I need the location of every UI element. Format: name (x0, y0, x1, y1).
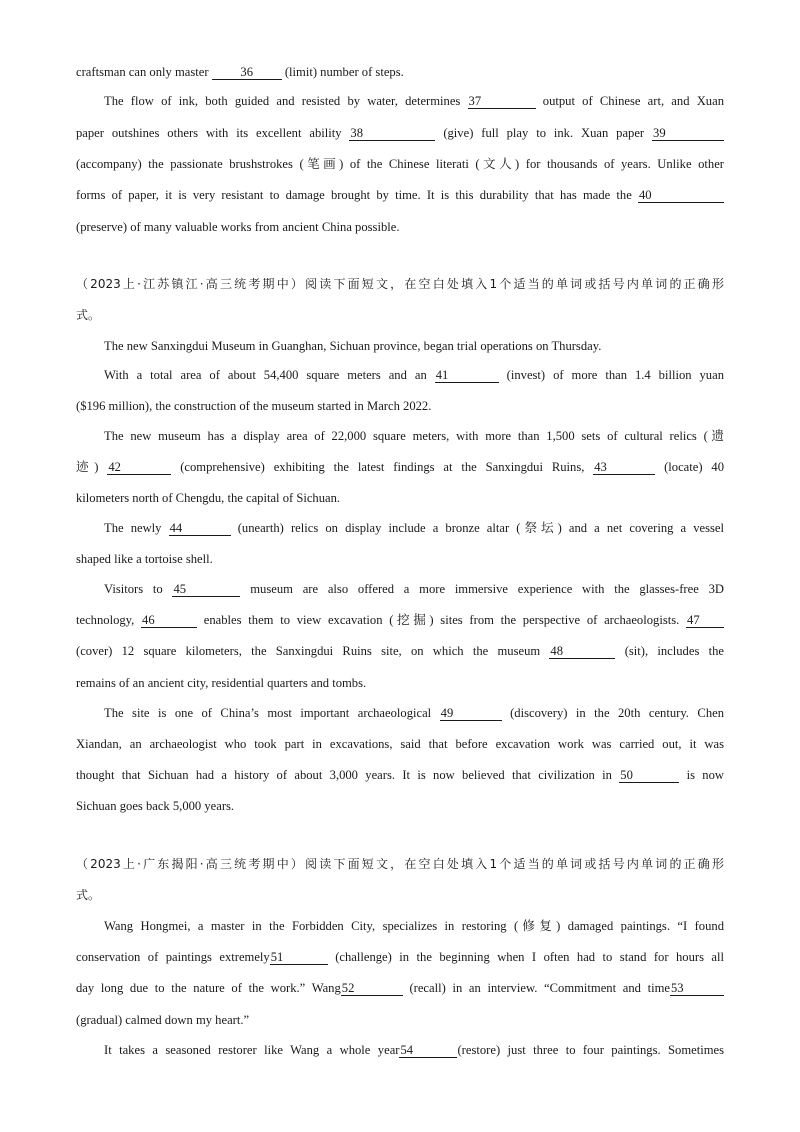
text-line: Wang Hongmei, a master in the Forbidden City, specializes in restoring (修复) damaged paintings. “I found (104, 919, 724, 933)
text-run: day long due to the nature of the work.” Wang (76, 981, 341, 995)
text-run: With a total area of about 54,400 square meters and an (104, 368, 435, 382)
text-line (76, 767, 724, 783)
blank-42: 42 (107, 461, 171, 475)
text-line (76, 64, 724, 80)
text-line: The new museum has a display area of 22,000 square meters, with more than 1,500 sets of cultural relics (遗 (104, 429, 724, 443)
blank-37: 37 (468, 95, 536, 109)
text-run: (preserve) of many valuable works from ancient China possible. (76, 220, 400, 234)
text-line (76, 612, 724, 628)
text-line (76, 980, 724, 996)
text-run: The newly (104, 521, 169, 535)
text-run: (give) full play to ink. Xuan paper (443, 126, 653, 140)
blank-47: 47 (686, 614, 724, 628)
text-line: The new Sanxingdui Museum in Guanghan, Sichuan province, began trial operations on Thursday. (104, 339, 602, 353)
text-line (76, 949, 724, 965)
text-line (104, 367, 724, 383)
section-instruction: 式。 (76, 308, 101, 322)
blank-41: 41 (435, 369, 499, 383)
text-run: conservation of paintings extremely (76, 950, 270, 964)
text-line (76, 156, 724, 172)
text-run: (locate) 40 (664, 460, 724, 474)
text-line: Sichuan goes back 5,000 years. (76, 799, 235, 813)
text-line (76, 219, 724, 235)
text-line (104, 520, 724, 536)
text-run: (sit), includes the (624, 644, 724, 658)
text-line: (gradual) calmed down my heart.” (76, 1013, 250, 1027)
text-run: thought that Sichuan had a history of about 3,000 years. It is now believed that civilization in (76, 768, 620, 782)
text-run: museum are also offered a more immersive experience with the glasses-free 3D (250, 582, 724, 596)
text-run: (challenge) in the beginning when I often had to stand for hours all (335, 950, 725, 964)
text-run: craftsman can only master (76, 65, 212, 79)
text-run: (invest) of more than 1.4 billion yuan (506, 368, 724, 382)
text-run: is now (686, 768, 724, 782)
text-run: Visitors to (104, 582, 173, 596)
blank-45: 45 (172, 583, 240, 597)
text-line: remains of an ancient city, residential quarters and tombs. (76, 676, 367, 690)
text-line (104, 581, 724, 597)
text-line (104, 93, 724, 109)
text-run: (recall) in an interview. “Commitment and time (409, 981, 670, 995)
blank-44: 44 (169, 522, 231, 536)
section-instruction: （2023上·江苏镇江·高三统考期中）阅读下面短文，在空白处填入1个适当的单词或括号内单词的正确形 (76, 277, 724, 291)
text-line (76, 459, 724, 475)
text-run: (unearth) relics on display include a bronze altar (祭坛) and a net covering a vessel (237, 521, 725, 535)
section-instruction: （2023上·广东揭阳·高三统考期中）阅读下面短文，在空白处填入1个适当的单词或括号内单词的正确形 (76, 857, 724, 871)
blank-54: 54 (399, 1044, 457, 1058)
blank-43: 43 (593, 461, 655, 475)
blank-36: 36 (212, 66, 282, 80)
text-line: Xiandan, an archaeologist who took part in excavations, said that before excavation work was carried out, it was (76, 737, 724, 751)
blank-51: 51 (270, 951, 328, 965)
text-line (76, 187, 724, 203)
blank-40: 40 (638, 189, 724, 203)
blank-46: 46 (141, 614, 197, 628)
blank-53: 53 (670, 982, 724, 996)
blank-39: 39 (652, 127, 724, 141)
blank-52: 52 (341, 982, 403, 996)
text-run: (limit) number of steps. (281, 65, 404, 79)
text-run: The site is one of China’s most important archaeological (104, 706, 440, 720)
text-line (76, 643, 724, 659)
text-line: ($196 million), the construction of the museum started in March 2022. (76, 399, 432, 413)
text-run: paper outshines others with its excellent ability (76, 126, 350, 140)
text-run: It takes a seasoned restorer like Wang a whole year (104, 1043, 400, 1057)
text-line: kilometers north of Chengdu, the capital of Sichuan. (76, 491, 341, 505)
text-run: (discovery) in the 20th century. Chen (510, 706, 724, 720)
text-run: (accompany) the passionate brushstrokes (笔画) of the Chinese literati (文人) for thousands of years. Unlike other (76, 157, 724, 171)
blank-48: 48 (549, 645, 615, 659)
text-run: enables them to view excavation (挖掘) sites from the perspective of archaeologists. (203, 613, 687, 627)
text-run: (comprehensive) exhibiting the latest findings at the Sanxingdui Ruins, (180, 460, 594, 474)
blank-50: 50 (619, 769, 679, 783)
text-run: forms of paper, it is very resistant to damage brought by time. It is this durability that has made the (76, 188, 638, 202)
text-line (104, 705, 724, 721)
text-line (104, 1042, 724, 1058)
text-run: (cover) 12 square kilometers, the Sanxingdui Ruins site, on which the museum (76, 644, 550, 658)
text-run: (restore) just three to four paintings. Sometimes (457, 1043, 725, 1057)
text-run: 迹) (76, 460, 108, 474)
text-run: output of Chinese art, and Xuan (542, 94, 724, 108)
text-line: shaped like a tortoise shell. (76, 552, 213, 566)
blank-38: 38 (349, 127, 435, 141)
text-line (76, 125, 724, 141)
section-instruction: 式。 (76, 888, 101, 902)
blank-49: 49 (440, 707, 502, 721)
text-run: The flow of ink, both guided and resisted by water, determines (104, 94, 468, 108)
text-run: technology, (76, 613, 142, 627)
